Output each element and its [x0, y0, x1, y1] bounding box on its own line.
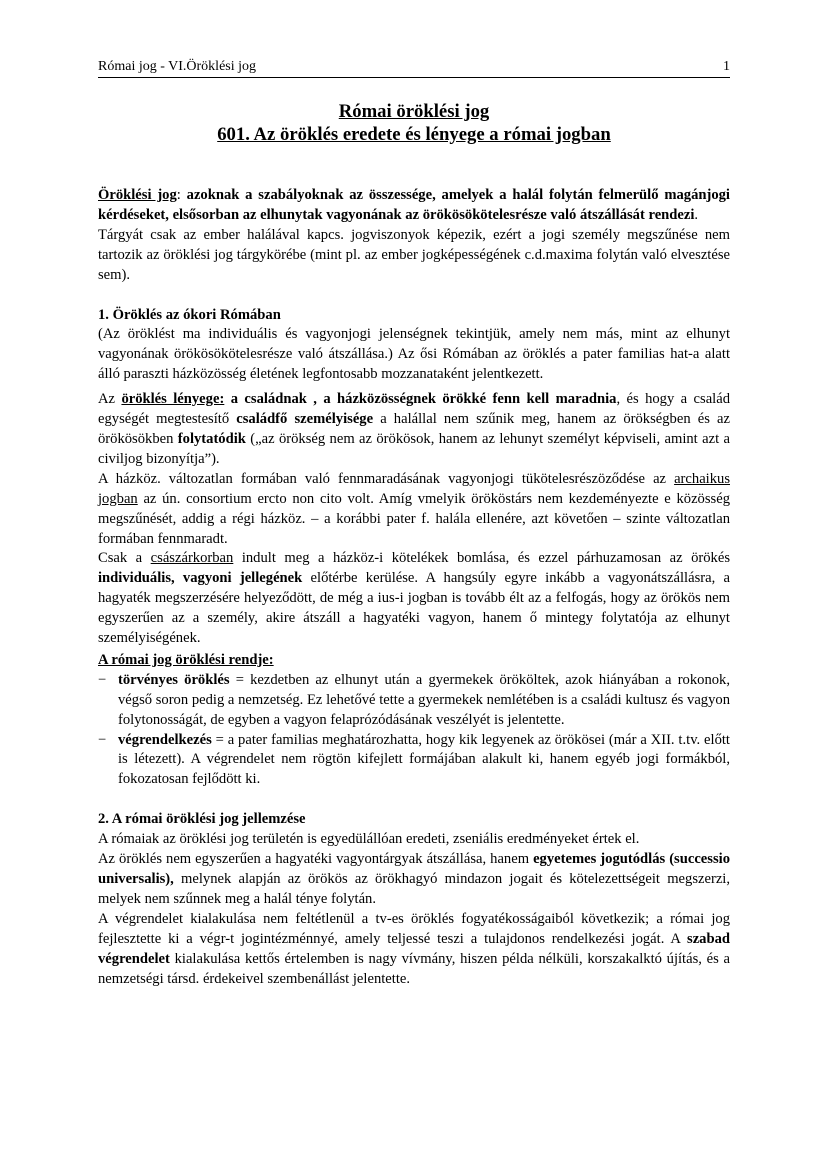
essence-term: öröklés lényege: — [121, 391, 225, 408]
intro-paragraph: Tárgyát csak az ember halálával kapcs. jogviszonyok képezik, ezért a jogi személy megszűnése nem tartozik az öröklési jog tárgykörébe (mint pl. az ember jogképességének c.d.maxima folytán való elvesztése sem). — [98, 226, 730, 283]
header-title: Római jog - VI.Öröklési jog — [98, 59, 257, 74]
section2-paragraph-1: A rómaiak az öröklési jog területén is egyedülállóan eredeti, zseniális eredményeket értek el. — [98, 831, 640, 848]
intro-term: Öröklési jog — [98, 187, 177, 203]
section1-paragraph-4: Csak a császárkorban indult meg a házköz-i kötelékek bomlása, és ezzel párhuzamosan az örökés individuális, vagyoni jellegének előtérbe kerülése. A hangsúly egyre inkább a vagyonátszállásra, a hagyaték megszerzésére helyeződött, de még a ius-i jogban is tovább élt az a felfogás, hogy az örökös nem egyszerűen az a személy, akire átszáll a hagyatéki vagyon, hanem ő mintegy folytatója az elhunyt személyiségének. — [98, 550, 730, 647]
list-item: − végrendelkezés = a pater familias meghatározhatta, hogy kik legyenek az örökösei (már a XII. t.tv. előtt is létezett). A végrendelet nem rögtön kifejlett formájában alakult ki, hanem egyéb jogi formákból, fokozatosan fejlődött ki. — [98, 731, 730, 791]
section2-paragraph-3: A végrendelet kialakulása nem feltétlenül a tv-es öröklés fogyatékosságaiból következik; a római jog fejlesztette ki a végr-t jogintézménnyé, amely teljessé teszi a tulajdonos rendelkezési jogát. A szabad végrendelet kialakulása kettős értelemben is nagy vívmány, hiszen példa nélküli, korszakalktó újítás, és a nemzetségi társd. érdekeivel szembenállást jelentette. — [98, 910, 730, 987]
document-page — [98, 58, 730, 989]
intro-definition-text: azoknak a szabályoknak az összessége, amelyek a halál folytán felmerülő magánjogi kérdéseket, elsősorban az elhunytak vagyonának az örökösökötelesrésze való átszállását rendezi — [98, 187, 730, 223]
inheritance-order-list — [98, 671, 730, 790]
section1-paragraph-2: Az öröklés lényege: a családnak , a házközösségnek örökké fenn kell maradnia, és hogy a család egységét megtestesítő családfő személyisége a halállal nem szűnik meg, hanem az örökségben és az örökösökben folytatódik („az örökség nem az örökösok, hanem az lehunyt személyt képviseli, amint azt a civiljog bizonyítja”). — [98, 391, 731, 467]
section2-heading: 2. A római öröklési jog jellemzése — [98, 811, 306, 828]
page-number: 1 — [723, 59, 730, 74]
sub-title: 601. Az öröklés eredete és lényege a római jogban — [217, 124, 611, 145]
section1-paragraph-1: (Az öröklést ma individuális és vagyonjogi jelenségnek tekintjük, amely nem más, mint az elhunyt vagyonának örökösökötelesrésze való átszállása.) Az ősi Rómában az öröklés a pater familias hat-a alatt álló paraszti házközösség életének legfontosabb mozzanataként jelentkezett. — [98, 326, 730, 383]
section1-paragraph-3: A házköz. változatlan formában való fennmaradásának vagyonjogi tükötelesrészöződése az archaikus jogban az ún. consortium ercto non cito volt. Amíg vmelyik örököstárs nem kezdeményezte e közösség megszűnését, addig a régi házköz. – a korábbi pater f. halála ellenére, azt követően – szinte változatlan formában fennmaradt. — [98, 470, 730, 547]
page-header — [98, 58, 730, 78]
intro-definition: Öröklési jog: azoknak a szabályoknak az összessége, amelyek a halál folytán felmerülő magánjogi kérdéseket, elsősorban az elhunytak vagyonának az örökösökötelesrésze való átszállását rendezi. — [98, 187, 730, 223]
empire-term: császárkorban — [150, 550, 234, 567]
archaic-law-term: archaikus jogban — [98, 470, 730, 507]
main-title: Római öröklési jog — [338, 101, 490, 122]
section2-paragraph-2: Az öröklés nem egyszerűen a hagyatéki vagyontárgyak átszállása, hanem egyetemes jogutódlás (successio universalis), melynek alapján az örökös az örökhagyó mindazon jogait és kötelezettségeit megszerzi, melyek nem szűnnek meg a halál ténye folytán. — [98, 851, 730, 907]
inheritance-order-heading: A római jog öröklési rendje: — [98, 651, 274, 668]
section1-heading: 1. Öröklés az ókori Rómában — [98, 306, 281, 323]
list-item: − törvényes öröklés = kezdetben az elhunyt után a gyermekek örököltek, azok hiányában a rokonok, végső soron pedig a nemzetség. Ez lehetővé tette a gyermekek nemlétében is a családi kultusz és vagyon folytonosságát, de egyben a vagyon felaprózódásának veszélyét is jelentette. — [98, 671, 730, 731]
